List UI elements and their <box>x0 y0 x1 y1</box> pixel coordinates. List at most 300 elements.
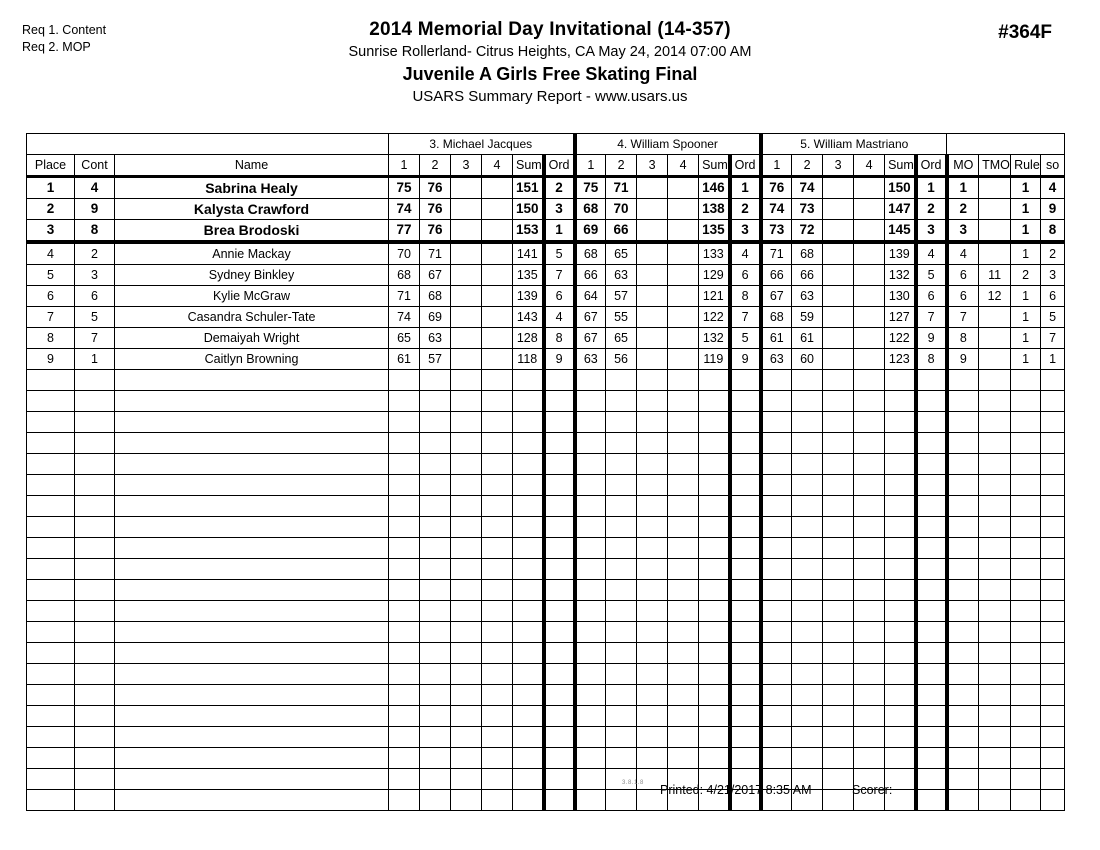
blank-cell <box>1041 412 1065 433</box>
blank-cell <box>606 496 637 517</box>
blank-cell <box>1011 790 1041 811</box>
blank-cell <box>792 727 823 748</box>
row-j4-score1: 68 <box>575 242 606 265</box>
blank-cell <box>544 748 575 769</box>
blank-cell <box>916 496 947 517</box>
blank-cell <box>389 496 420 517</box>
row-j5-sum: 130 <box>885 286 916 307</box>
blank-cell <box>575 391 606 412</box>
row-mo: 7 <box>947 307 979 328</box>
blank-cell <box>854 517 885 538</box>
blank-cell <box>668 391 699 412</box>
blank-cell <box>668 580 699 601</box>
column-header-j5-sum: Sum <box>885 155 916 177</box>
blank-cell <box>513 769 544 790</box>
row-j3-score2: 63 <box>420 328 451 349</box>
blank-cell <box>823 769 854 790</box>
blank-cell <box>451 559 482 580</box>
blank-cell <box>823 454 854 475</box>
row-j4-score2: 55 <box>606 307 637 328</box>
column-header-place: Place <box>27 155 75 177</box>
blank-cell <box>979 643 1011 664</box>
blank-cell <box>75 412 115 433</box>
blank-cell <box>730 664 761 685</box>
blank-cell <box>1011 727 1041 748</box>
blank-cell <box>606 643 637 664</box>
table-row-blank[interactable] <box>27 412 1065 433</box>
table-row-blank[interactable] <box>27 559 1065 580</box>
blank-cell <box>1011 538 1041 559</box>
column-header-j5-3: 3 <box>823 155 854 177</box>
table-row[interactable] <box>27 199 1065 220</box>
blank-cell <box>854 727 885 748</box>
blank-cell <box>761 664 792 685</box>
row-j3-score2: 69 <box>420 307 451 328</box>
blank-cell <box>637 412 668 433</box>
blank-cell <box>979 454 1011 475</box>
row-place: 7 <box>27 307 75 328</box>
blank-cell <box>482 391 513 412</box>
blank-cell <box>606 475 637 496</box>
table-row-blank[interactable] <box>27 727 1065 748</box>
row-j4-ord: 5 <box>730 328 761 349</box>
blank-cell <box>885 412 916 433</box>
blank-cell <box>916 559 947 580</box>
blank-cell <box>761 559 792 580</box>
row-rule: 1 <box>1011 328 1041 349</box>
row-j4-score3 <box>637 265 668 286</box>
row-j3-score4 <box>482 349 513 370</box>
blank-cell <box>823 664 854 685</box>
blank-cell <box>27 748 75 769</box>
row-so: 6 <box>1041 286 1065 307</box>
blank-cell <box>730 559 761 580</box>
blank-cell <box>420 748 451 769</box>
printed-stamp: Printed: 4/21/2017 8:35 AM <box>660 783 812 797</box>
blank-cell <box>637 748 668 769</box>
table-row-blank[interactable] <box>27 433 1065 454</box>
blank-cell <box>947 454 979 475</box>
blank-cell <box>885 601 916 622</box>
table-row-blank[interactable] <box>27 706 1065 727</box>
row-j4-score2: 71 <box>606 177 637 199</box>
table-row-blank[interactable] <box>27 454 1065 475</box>
blank-cell <box>420 727 451 748</box>
blank-cell <box>916 643 947 664</box>
requirement-1: Req 1. Content <box>22 23 107 37</box>
blank-cell <box>668 538 699 559</box>
table-row[interactable] <box>27 220 1065 243</box>
blank-cell <box>606 538 637 559</box>
blank-cell <box>75 727 115 748</box>
row-j5-sum: 123 <box>885 349 916 370</box>
blank-cell <box>115 496 389 517</box>
blank-cell <box>389 559 420 580</box>
row-j5-score2: 60 <box>792 349 823 370</box>
table-row[interactable] <box>27 177 1065 199</box>
blank-cell <box>979 664 1011 685</box>
row-j3-score3 <box>451 349 482 370</box>
blank-cell <box>1011 685 1041 706</box>
row-j4-score4 <box>668 265 699 286</box>
blank-cell <box>792 433 823 454</box>
row-mo: 6 <box>947 286 979 307</box>
blank-cell <box>513 412 544 433</box>
table-row-blank[interactable] <box>27 685 1065 706</box>
table-row[interactable] <box>27 265 1065 286</box>
blank-cell <box>761 622 792 643</box>
blank-cell <box>885 664 916 685</box>
column-header-cont: Cont <box>75 155 115 177</box>
row-j4-sum: 138 <box>699 199 730 220</box>
blank-cell <box>27 769 75 790</box>
row-j4-ord: 6 <box>730 265 761 286</box>
blank-cell <box>854 538 885 559</box>
row-contestant-number: 5 <box>75 307 115 328</box>
table-row-blank[interactable] <box>27 538 1065 559</box>
blank-cell <box>420 559 451 580</box>
blank-cell <box>544 601 575 622</box>
blank-cell <box>823 601 854 622</box>
blank-cell <box>885 433 916 454</box>
blank-cell <box>575 559 606 580</box>
blank-cell <box>916 538 947 559</box>
row-j3-score4 <box>482 177 513 199</box>
blank-cell <box>668 475 699 496</box>
blank-cell <box>544 664 575 685</box>
row-j4-score4 <box>668 242 699 265</box>
blank-cell <box>451 496 482 517</box>
blank-cell <box>947 685 979 706</box>
blank-cell <box>1041 475 1065 496</box>
blank-cell <box>979 538 1011 559</box>
blank-cell <box>482 643 513 664</box>
row-j4-score2: 63 <box>606 265 637 286</box>
judge-name-header: 3. Michael Jacques <box>389 134 575 155</box>
row-tmo <box>979 220 1011 243</box>
blank-cell <box>668 727 699 748</box>
blank-cell <box>575 727 606 748</box>
row-j5-sum: 132 <box>885 265 916 286</box>
row-j4-score4 <box>668 220 699 243</box>
row-j5-score1: 71 <box>761 242 792 265</box>
row-tmo: 12 <box>979 286 1011 307</box>
blank-cell <box>854 685 885 706</box>
blank-cell <box>885 622 916 643</box>
row-skater-name: Caitlyn Browning <box>115 349 389 370</box>
table-row-blank[interactable] <box>27 370 1065 391</box>
row-tmo <box>979 328 1011 349</box>
blank-cell <box>668 559 699 580</box>
blank-cell <box>1011 706 1041 727</box>
table-row[interactable] <box>27 286 1065 307</box>
blank-cell <box>451 622 482 643</box>
blank-cell <box>27 727 75 748</box>
blank-cell <box>420 433 451 454</box>
blank-cell <box>75 622 115 643</box>
version-stamp: 3.8.1.8 <box>622 780 644 786</box>
blank-cell <box>730 580 761 601</box>
blank-cell <box>637 622 668 643</box>
blank-cell <box>947 790 979 811</box>
blank-cell <box>916 433 947 454</box>
blank-cell <box>792 706 823 727</box>
blank-cell <box>792 664 823 685</box>
blank-cell <box>575 496 606 517</box>
row-j4-ord: 3 <box>730 220 761 243</box>
blank-cell <box>699 601 730 622</box>
blank-cell <box>823 475 854 496</box>
blank-cell <box>420 643 451 664</box>
blank-cell <box>1041 559 1065 580</box>
blank-cell <box>637 727 668 748</box>
row-j3-score4 <box>482 286 513 307</box>
row-j5-sum: 150 <box>885 177 916 199</box>
table-row-blank[interactable] <box>27 601 1065 622</box>
blank-cell <box>947 370 979 391</box>
row-j5-score3 <box>823 307 854 328</box>
table-row-blank[interactable] <box>27 622 1065 643</box>
blank-cell <box>451 517 482 538</box>
blank-cell <box>575 748 606 769</box>
row-j3-score2: 68 <box>420 286 451 307</box>
blank-cell <box>947 517 979 538</box>
blank-cell <box>575 538 606 559</box>
blank-cell <box>75 769 115 790</box>
blank-cell <box>699 454 730 475</box>
blank-cell <box>27 538 75 559</box>
row-tmo <box>979 199 1011 220</box>
blank-cell <box>420 454 451 475</box>
blank-cell <box>1041 790 1065 811</box>
blank-cell <box>513 538 544 559</box>
row-j3-ord: 9 <box>544 349 575 370</box>
blank-cell <box>947 727 979 748</box>
blank-cell <box>27 433 75 454</box>
blank-cell <box>544 790 575 811</box>
column-header-row <box>27 155 1065 177</box>
blank-cell <box>668 517 699 538</box>
row-contestant-number: 3 <box>75 265 115 286</box>
judge-name-header: 4. William Spooner <box>575 134 761 155</box>
blank-cell <box>885 391 916 412</box>
table-row[interactable] <box>27 307 1065 328</box>
row-j5-score2: 72 <box>792 220 823 243</box>
blank-cell <box>75 517 115 538</box>
blank-cell <box>389 727 420 748</box>
blank-cell <box>761 433 792 454</box>
blank-cell <box>420 517 451 538</box>
blank-cell <box>792 538 823 559</box>
table-row-blank[interactable] <box>27 391 1065 412</box>
row-so: 9 <box>1041 199 1065 220</box>
scorer-label: Scorer: <box>852 783 893 797</box>
blank-cell <box>854 412 885 433</box>
row-j4-score3 <box>637 220 668 243</box>
row-j4-score3 <box>637 349 668 370</box>
table-row-blank[interactable] <box>27 748 1065 769</box>
blank-cell <box>482 790 513 811</box>
row-j5-score1: 63 <box>761 349 792 370</box>
blank-cell <box>606 391 637 412</box>
blank-cell <box>482 748 513 769</box>
row-j3-score1: 75 <box>389 177 420 199</box>
blank-cell <box>513 391 544 412</box>
row-tmo <box>979 177 1011 199</box>
row-j4-score4 <box>668 199 699 220</box>
blank-cell <box>792 454 823 475</box>
blank-cell <box>761 706 792 727</box>
blank-cell <box>544 370 575 391</box>
table-row-blank[interactable] <box>27 580 1065 601</box>
blank-cell <box>1011 643 1041 664</box>
row-j3-score1: 70 <box>389 242 420 265</box>
blank-cell <box>699 370 730 391</box>
blank-cell <box>75 496 115 517</box>
blank-cell <box>389 412 420 433</box>
table-row-blank[interactable] <box>27 790 1065 811</box>
row-so: 7 <box>1041 328 1065 349</box>
column-header-j4-3: 3 <box>637 155 668 177</box>
blank-cell <box>823 748 854 769</box>
blank-cell <box>637 391 668 412</box>
row-skater-name: Kylie McGraw <box>115 286 389 307</box>
blank-cell <box>854 748 885 769</box>
blank-cell <box>823 790 854 811</box>
column-header-j3-2: 2 <box>420 155 451 177</box>
table-row-blank[interactable] <box>27 664 1065 685</box>
blank-cell <box>544 685 575 706</box>
blank-cell <box>575 517 606 538</box>
blank-cell <box>761 748 792 769</box>
blank-cell <box>1041 433 1065 454</box>
blank-cell <box>979 748 1011 769</box>
row-skater-name: Casandra Schuler-Tate <box>115 307 389 328</box>
blank-cell <box>1011 454 1041 475</box>
blank-cell <box>979 559 1011 580</box>
row-j3-score4 <box>482 328 513 349</box>
blank-cell <box>482 706 513 727</box>
table-row[interactable] <box>27 242 1065 265</box>
table-row[interactable] <box>27 328 1065 349</box>
column-header-j4-2: 2 <box>606 155 637 177</box>
row-mo: 3 <box>947 220 979 243</box>
blank-cell <box>420 790 451 811</box>
blank-cell <box>115 475 389 496</box>
table-row-blank[interactable] <box>27 643 1065 664</box>
blank-cell <box>389 601 420 622</box>
row-j5-score4 <box>854 349 885 370</box>
row-j3-score1: 74 <box>389 307 420 328</box>
table-row-blank[interactable] <box>27 769 1065 790</box>
blank-cell <box>575 706 606 727</box>
column-header-tmo: TMO <box>979 155 1011 177</box>
blank-cell <box>1011 769 1041 790</box>
row-skater-name: Sabrina Healy <box>115 177 389 199</box>
blank-cell <box>482 559 513 580</box>
blank-cell <box>823 685 854 706</box>
blank-cell <box>115 454 389 475</box>
blank-cell <box>792 496 823 517</box>
blank-cell <box>761 517 792 538</box>
blank-cell <box>575 475 606 496</box>
blank-cell <box>1011 391 1041 412</box>
table-row[interactable] <box>27 349 1065 370</box>
blank-cell <box>792 643 823 664</box>
blank-cell <box>916 454 947 475</box>
blank-cell <box>75 475 115 496</box>
blank-cell <box>854 643 885 664</box>
blank-cell <box>761 643 792 664</box>
blank-cell <box>1041 643 1065 664</box>
blank-cell <box>916 769 947 790</box>
blank-cell <box>115 643 389 664</box>
row-j4-ord: 1 <box>730 177 761 199</box>
blank-cell <box>699 517 730 538</box>
table-row-blank[interactable] <box>27 517 1065 538</box>
row-j3-sum: 150 <box>513 199 544 220</box>
row-j4-score3 <box>637 286 668 307</box>
row-j3-score4 <box>482 199 513 220</box>
blank-cell <box>606 664 637 685</box>
blank-cell <box>482 601 513 622</box>
table-row-blank[interactable] <box>27 475 1065 496</box>
column-header-j5-ord: Ord <box>916 155 947 177</box>
row-j5-score4 <box>854 328 885 349</box>
blank-cell <box>730 391 761 412</box>
blank-cell <box>761 580 792 601</box>
event-title: Juvenile A Girls Free Skating Final <box>402 64 698 84</box>
blank-cell <box>854 496 885 517</box>
results-table <box>26 133 1065 811</box>
blank-cell <box>451 769 482 790</box>
blank-cell <box>513 454 544 475</box>
blank-cell <box>606 769 637 790</box>
blank-cell <box>606 622 637 643</box>
row-j5-score2: 61 <box>792 328 823 349</box>
blank-cell <box>1011 496 1041 517</box>
blank-cell <box>979 601 1011 622</box>
blank-cell <box>115 664 389 685</box>
row-j5-score2: 59 <box>792 307 823 328</box>
blank-cell <box>1011 601 1041 622</box>
row-j3-score3 <box>451 328 482 349</box>
blank-cell <box>668 370 699 391</box>
blank-cell <box>979 706 1011 727</box>
blank-cell <box>451 538 482 559</box>
blank-cell <box>699 643 730 664</box>
blank-cell <box>544 433 575 454</box>
row-j3-score3 <box>451 177 482 199</box>
blank-cell <box>979 433 1011 454</box>
blank-cell <box>916 622 947 643</box>
blank-cell <box>389 643 420 664</box>
blank-cell <box>854 433 885 454</box>
row-j5-sum: 122 <box>885 328 916 349</box>
blank-cell <box>699 685 730 706</box>
blank-cell <box>637 559 668 580</box>
row-j5-ord: 1 <box>916 177 947 199</box>
blank-cell <box>575 769 606 790</box>
blank-cell <box>389 769 420 790</box>
row-j3-sum: 139 <box>513 286 544 307</box>
row-j4-sum: 121 <box>699 286 730 307</box>
blank-cell <box>885 475 916 496</box>
row-tmo <box>979 349 1011 370</box>
row-j5-score4 <box>854 307 885 328</box>
blank-cell <box>761 727 792 748</box>
table-row-blank[interactable] <box>27 496 1065 517</box>
